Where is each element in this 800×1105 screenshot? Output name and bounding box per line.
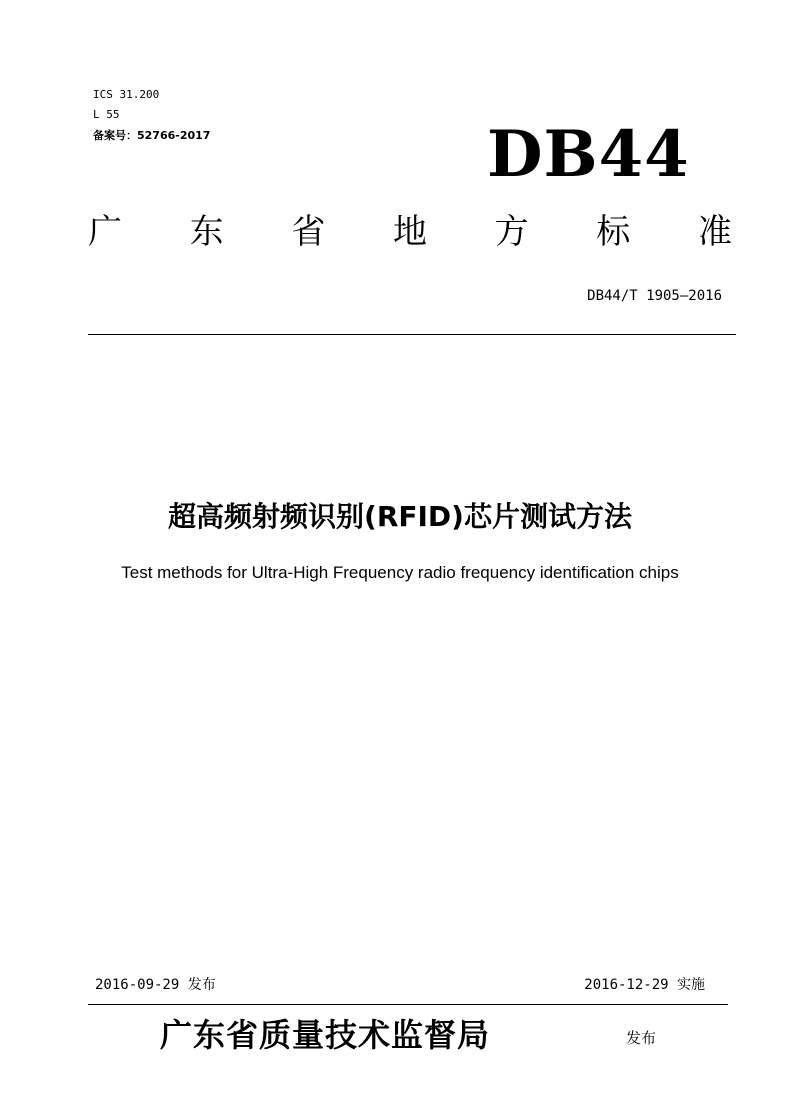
ccs-code: L 55 xyxy=(93,108,120,121)
document-title-chinese: 超高频射频识别(RFID)芯片测试方法 xyxy=(168,500,632,533)
standard-type-char: 地 xyxy=(392,212,427,252)
standard-type-char: 方 xyxy=(494,212,529,252)
standard-type xyxy=(88,210,732,256)
document-title-english: Test methods for Ultra-High Frequency radio frequency identification chips xyxy=(121,563,679,582)
standard-type-char: 标 xyxy=(596,212,631,252)
implementation-date: 2016-12-29 实施 xyxy=(584,977,705,993)
standard-type-char: 广 xyxy=(88,212,122,252)
standard-type-char: 东 xyxy=(189,212,224,252)
issuing-authority-suffix: 发布 xyxy=(626,1029,657,1047)
standard-number: DB44/T 1905—2016 xyxy=(587,288,722,304)
footer-divider xyxy=(88,1004,728,1005)
standard-code: DB44 xyxy=(487,117,690,192)
filing-number: 备案号：52766-2017 xyxy=(93,129,211,142)
issue-date: 2016-09-29 发布 xyxy=(95,977,216,993)
header-divider xyxy=(88,334,736,335)
issuing-authority: 广东省质量技术监督局 xyxy=(160,1016,491,1054)
standard-type-char: 准 xyxy=(697,212,732,252)
ics-code: ICS 31.200 xyxy=(93,88,160,101)
standard-type-char: 省 xyxy=(291,212,326,252)
